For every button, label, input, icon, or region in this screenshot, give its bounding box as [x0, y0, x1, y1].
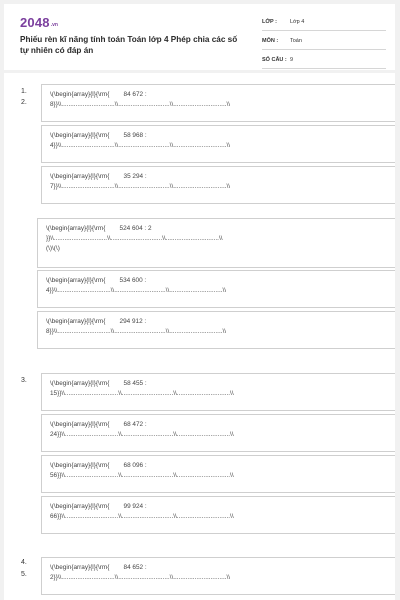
problem-card: [41, 84, 395, 122]
problem-text: \(\begin{array}{l}{\rm{ 534 600 : 4}}\\..............................\\.............................\\..............................\\: [46, 277, 227, 294]
worksheet-header: [4, 4, 395, 70]
question-number: 2.: [21, 99, 27, 106]
problem-card: [37, 270, 395, 308]
problem-text: \(\begin{array}{l}{\rm{ 68 096 : 56}}\\..............................\\.............................\\..............................\\: [50, 462, 234, 479]
worksheet-meta: [262, 15, 386, 72]
problem-card: [41, 166, 395, 204]
problem-card: [37, 311, 395, 349]
site-logo[interactable]: [20, 16, 58, 30]
meta-row-count: [262, 53, 386, 69]
problem-card: [41, 125, 395, 163]
problem-card: [41, 455, 395, 493]
problem-card: [41, 496, 395, 534]
problem-card: [41, 557, 395, 595]
meta-value: Toán: [290, 38, 302, 44]
problem-text: \(\begin{array}{l}{\rm{ 84 672 : 8}}\\..............................\\.............................\\..............................\\: [50, 91, 231, 108]
problem-text: \(\begin{array}{l}{\rm{ 58 968 : 4}}\\..............................\\.............................\\..............................\\: [50, 132, 231, 149]
question-number: 3.: [21, 377, 27, 384]
worksheet-body: [4, 73, 395, 600]
meta-label: MÔN :: [262, 38, 279, 44]
problem-card: [41, 414, 395, 452]
meta-row-grade: [262, 15, 386, 31]
logo-domain: .vn: [50, 22, 58, 28]
problem-text: \(\begin{array}{l}{\rm{ 524 604 : 2 }}\\..............................\\.............................\\..............................\\ (\)\(\): [46, 225, 223, 252]
page-title: Phiếu rèn kĩ năng tính toán Toán lớp 4 Phép chia các số tự nhiên có đáp án: [20, 35, 238, 55]
problem-text: \(\begin{array}{l}{\rm{ 68 472 : 24}}\\..............................\\.............................\\..............................\\: [50, 421, 234, 438]
problem-card: [41, 373, 395, 411]
logo-text: 2048: [20, 15, 50, 30]
problem-text: \(\begin{array}{l}{\rm{ 35 294 : 7}}\\..............................\\.............................\\..............................\\: [50, 173, 231, 190]
meta-label: LỚP :: [262, 19, 277, 25]
problem-card: [37, 218, 395, 268]
meta-value: Lớp 4: [290, 19, 305, 25]
meta-value: 9: [290, 57, 294, 63]
meta-row-subject: [262, 34, 386, 50]
question-number: 5.: [21, 571, 27, 578]
question-number: 1.: [21, 88, 27, 95]
problem-text: \(\begin{array}{l}{\rm{ 58 455 : 15}}\\..............................\\.............................\\..............................\\: [50, 380, 234, 397]
problem-text: \(\begin{array}{l}{\rm{ 99 924 : 66}}\\..............................\\.............................\\..............................\\: [50, 503, 234, 520]
problem-text: \(\begin{array}{l}{\rm{ 84 652 : 2}}\\..............................\\.............................\\..............................\\: [50, 564, 231, 581]
problem-text: \(\begin{array}{l}{\rm{ 294 912 : 8}}\\..............................\\.............................\\..............................\\: [46, 318, 227, 335]
question-number: 4.: [21, 559, 27, 566]
meta-label: SỐ CÂU :: [262, 57, 287, 63]
